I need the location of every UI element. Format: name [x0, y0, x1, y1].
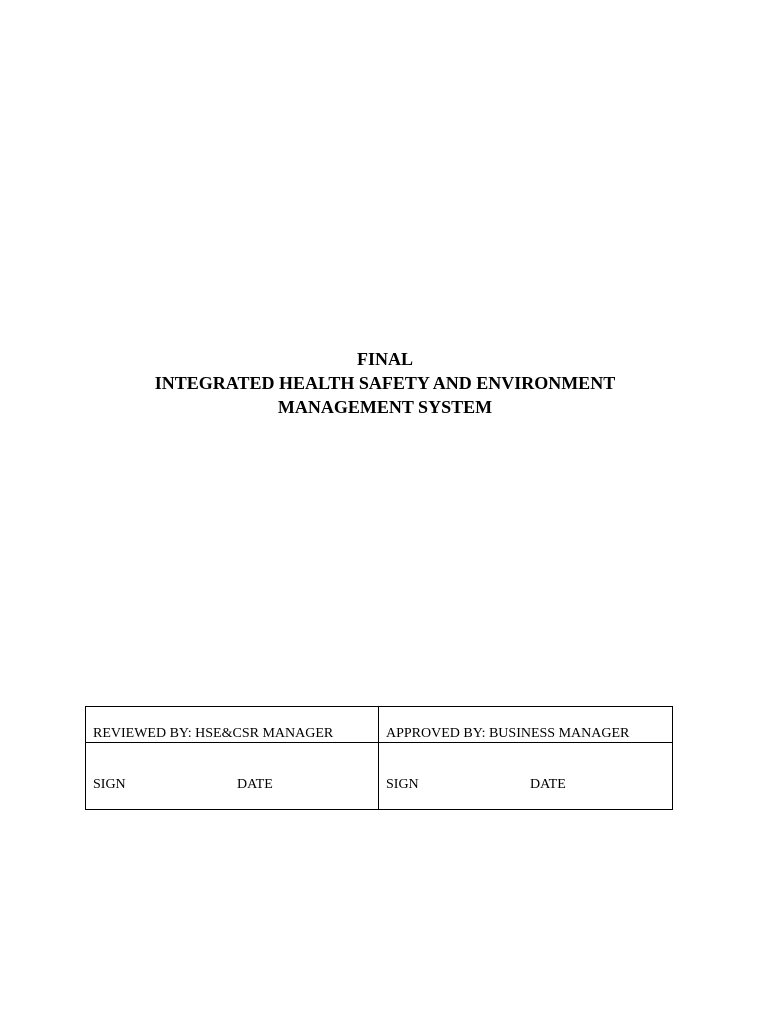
- approved-by-label: APPROVED BY: BUSINESS MANAGER: [386, 726, 630, 741]
- approver-date-label: DATE: [530, 777, 566, 792]
- document-title: [0, 347, 770, 419]
- reviewer-date-label: DATE: [237, 777, 273, 792]
- approver-sign-cell: [379, 743, 673, 810]
- title-line-final: FINAL: [356, 349, 413, 369]
- reviewed-by-label: REVIEWED BY: HSE&CSR MANAGER: [93, 726, 334, 741]
- approver-sign-label: SIGN: [386, 777, 419, 792]
- reviewer-sign-cell: [86, 743, 379, 810]
- approved-by-cell: [379, 707, 673, 743]
- signoff-table: [85, 706, 673, 810]
- signoff-sign-row: [86, 743, 673, 810]
- reviewed-by-cell: [86, 707, 379, 743]
- reviewer-sign-label: SIGN: [93, 777, 126, 792]
- signoff-header-row: [86, 707, 673, 743]
- title-line-management-system: MANAGEMENT SYSTEM: [277, 397, 493, 417]
- title-line-integrated-hse: INTEGRATED HEALTH SAFETY AND ENVIRONMENT: [154, 373, 616, 393]
